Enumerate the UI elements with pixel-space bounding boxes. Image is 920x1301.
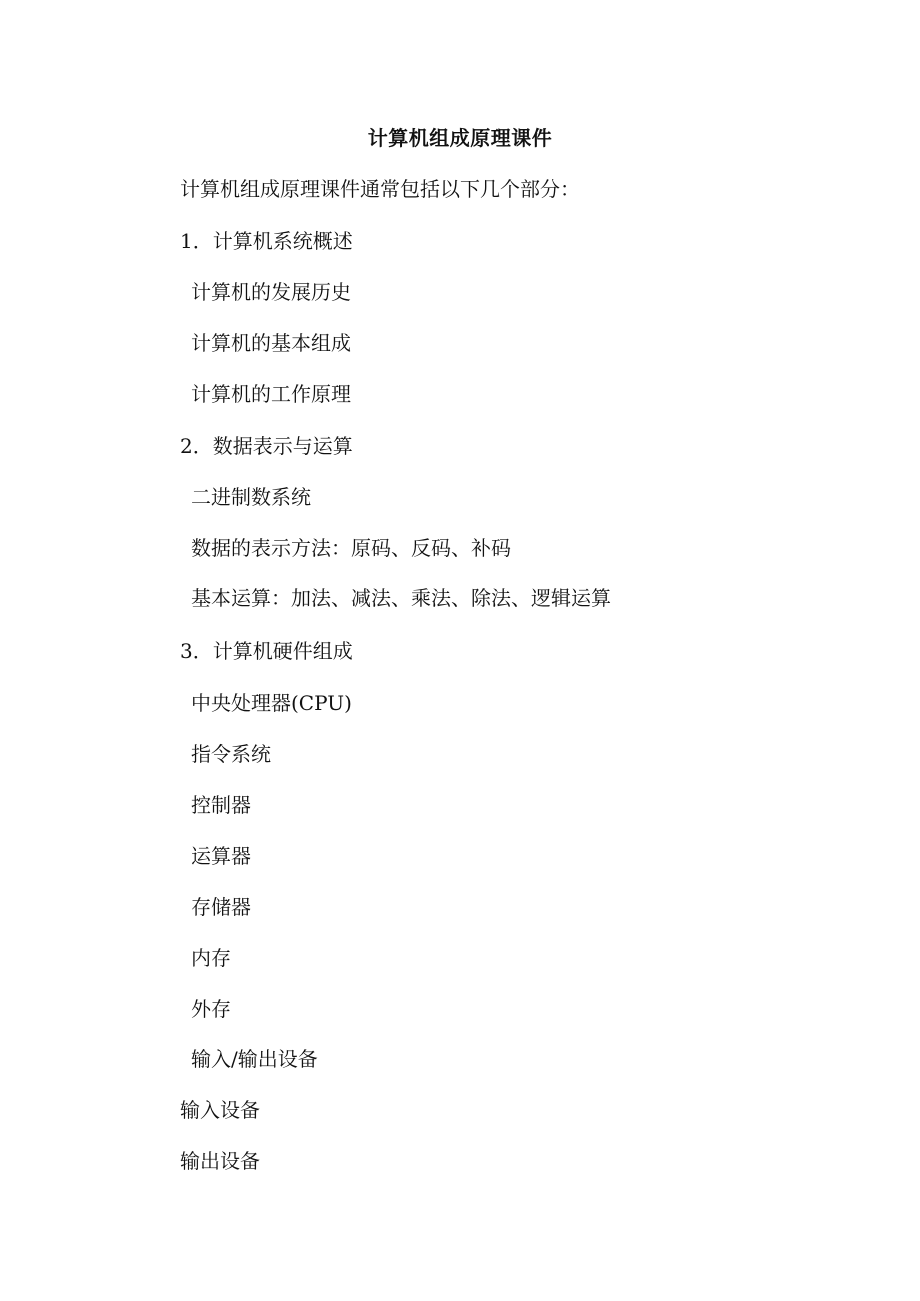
list-item: 中央处理器(CPU) xyxy=(191,691,352,715)
list-item: 计算机的发展历史 xyxy=(191,280,351,304)
section-heading-2: 2．数据表示与运算 xyxy=(180,434,353,458)
list-item: 外存 xyxy=(191,997,231,1021)
intro-paragraph: 计算机组成原理课件通常包括以下几个部分： xyxy=(180,177,580,201)
list-item: 二进制数系统 xyxy=(191,485,311,509)
list-item: 基本运算：加法、减法、乘法、除法、逻辑运算 xyxy=(191,586,611,610)
section-heading-1: 1．计算机系统概述 xyxy=(180,229,353,253)
section-heading-3: 3．计算机硬件组成 xyxy=(180,639,353,663)
list-item: 控制器 xyxy=(191,793,251,817)
trailing-item: 输出设备 xyxy=(180,1149,260,1173)
list-item: 计算机的基本组成 xyxy=(191,331,351,355)
list-item: 内存 xyxy=(191,946,231,970)
list-item: 存储器 xyxy=(191,895,251,919)
list-item: 指令系统 xyxy=(191,742,271,766)
list-item: 计算机的工作原理 xyxy=(191,382,351,406)
trailing-item: 输入设备 xyxy=(180,1098,260,1122)
list-item: 输入/输出设备 xyxy=(191,1047,318,1071)
list-item: 数据的表示方法：原码、反码、补码 xyxy=(191,536,511,560)
list-item: 运算器 xyxy=(191,844,251,868)
document-title: 计算机组成原理课件 xyxy=(367,126,553,150)
